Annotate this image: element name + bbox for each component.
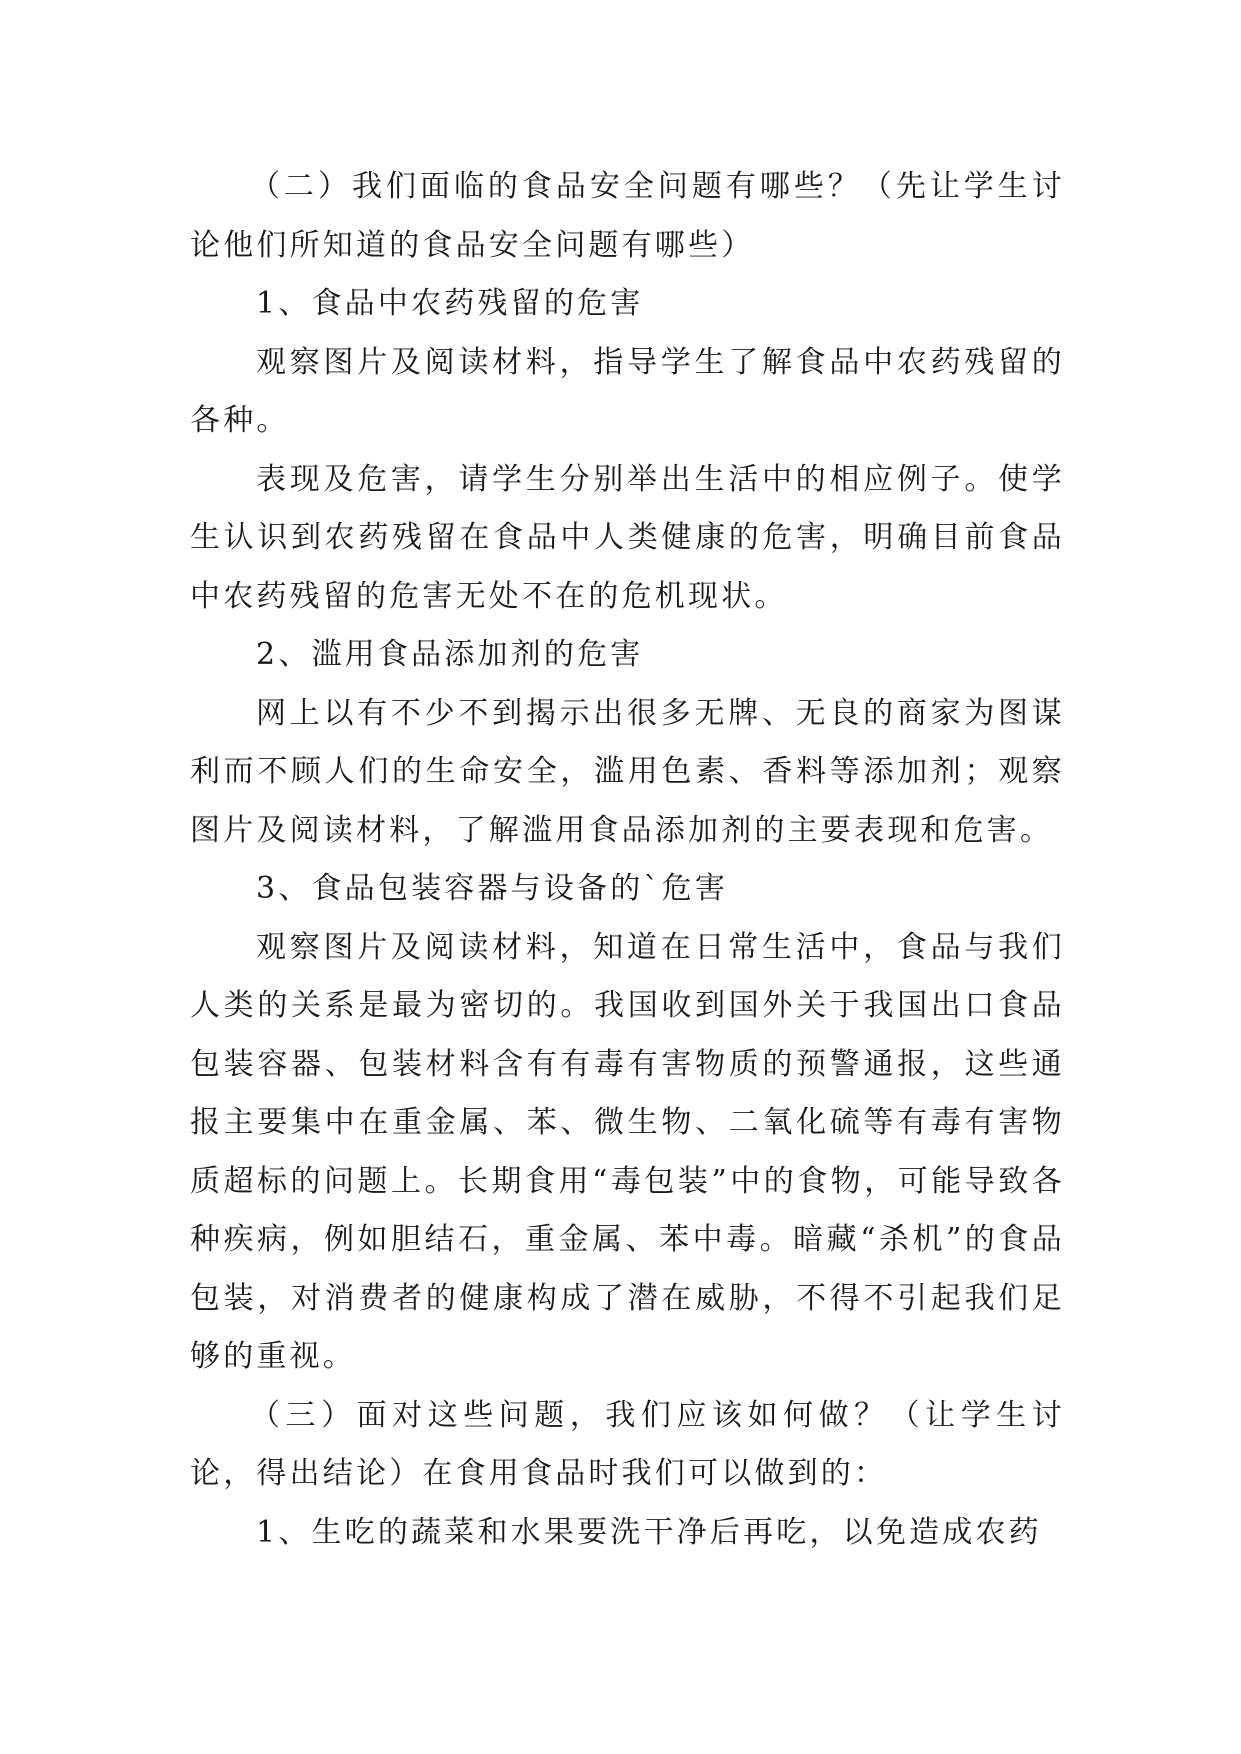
numbered-heading: 1、生吃的蔬菜和水果要洗干净后再吃，以免造成农药 [256, 1514, 1042, 1550]
body-paragraph: 观察图片及阅读材料，指导学生了解食品中农药残留的各种。 [190, 344, 1065, 438]
section-paragraph: （三）面对这些问题，我们应该如何做？（让学生讨论，得出结论）在食用食品时我们可以做到的： [190, 1397, 1065, 1491]
body-paragraph: 网上以有不少不到揭示出很多无牌、无良的商家为图谋利而不顾人们的生命安全，滥用色素、香料等添加剂；观察图片及阅读材料，了解滥用食品添加剂的主要表现和危害。 [190, 695, 1065, 848]
numbered-heading: 2、滥用食品添加剂的危害 [256, 637, 644, 672]
body-paragraph: 表现及危害，请学生分别举出生活中的相应例子。使学生认识到农药残留在食品中人类健康的危害，明确目前食品中农药残留的危害无处不在的危机现状。 [190, 461, 1065, 614]
body-paragraph: 观察图片及阅读材料，知道在日常生活中，食品与我们人类的关系是最为密切的。我国收到国外关于我国出口食品包装容器、包装材料含有有毒有害物质的预警通报，这些通报主要集中在重金属、苯、微生物、二氧化硫等有毒有害物质超标的问题上。长期食用“毒包装”中的食物，可能导致各种疾病，例如胆结石，重金属、苯中毒。暗藏“杀机”的食品包装，对消费者的健康构成了潜在威胁，不得不引起我们足够的重视。 [190, 929, 1065, 1374]
section-paragraph: （二）我们面临的食品安全问题有哪些？（先让学生讨论他们所知道的食品安全问题有哪些） [190, 169, 1065, 263]
numbered-heading: 3、食品包装容器与设备的`危害 [256, 871, 729, 906]
document-body [190, 158, 1065, 1562]
numbered-heading: 1、食品中农药残留的危害 [256, 286, 644, 321]
